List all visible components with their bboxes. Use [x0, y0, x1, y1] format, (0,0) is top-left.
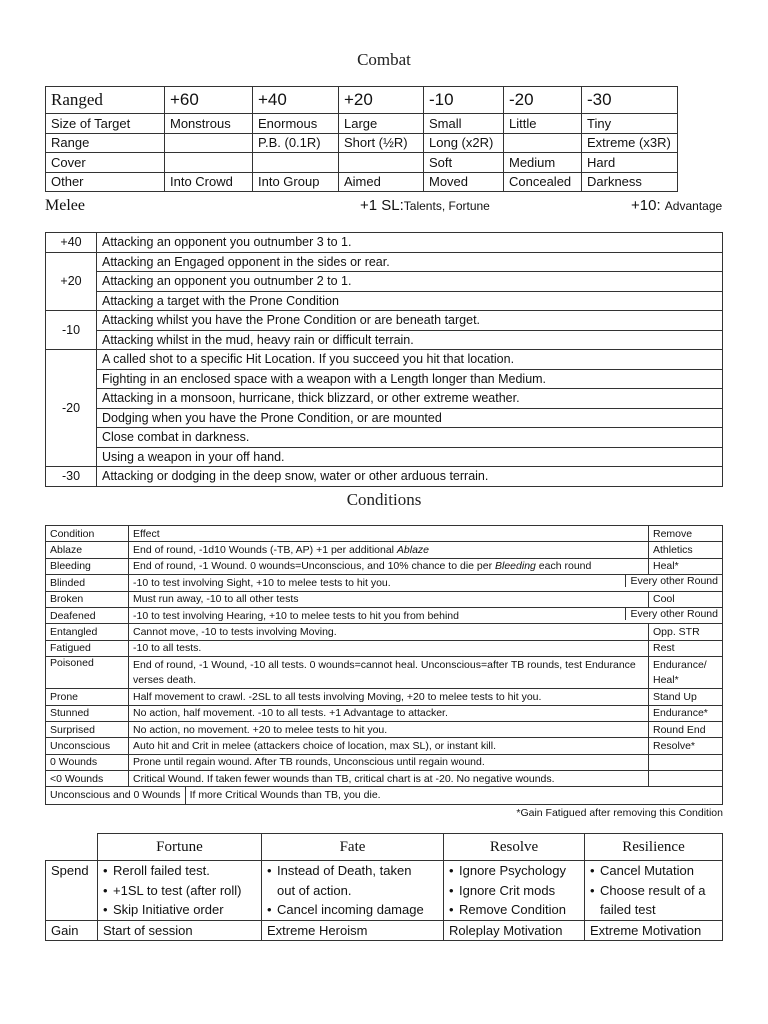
list-item: • Ignore Crit mods — [449, 881, 579, 901]
combat-title: Combat — [357, 50, 411, 69]
fate-spend — [262, 861, 444, 921]
conditions-footnote: *Gain Fatigued after removing this Condition — [516, 807, 723, 819]
ranged-label: Ranged — [46, 87, 165, 114]
condition-remove: Heal* — [649, 558, 723, 574]
condition-name: Fatigued — [46, 640, 129, 656]
condition-remove: Round End — [649, 721, 723, 737]
condition-effect: Critical Wound. If taken fewer wounds than TB, critical chart is at -20. No negative wounds. — [129, 771, 649, 787]
ranged-cell: Tiny — [582, 114, 678, 134]
ranged-mod: -30 — [582, 87, 678, 114]
condition-effect: Half movement to crawl. -2SL to all tests involving Moving, +20 to melee tests to hit you. — [129, 689, 649, 705]
ranged-cell — [504, 133, 582, 153]
condition-name: Blinded — [46, 575, 129, 591]
sl-bonus — [360, 197, 490, 214]
fate-gain: Extreme Heroism — [262, 920, 444, 940]
fate-header-fortune: Fortune — [98, 834, 262, 861]
condition-effect — [129, 607, 723, 623]
resolve-spend — [444, 861, 585, 921]
ranged-cell: Hard — [582, 153, 678, 173]
advantage-bonus-text: Advantage — [664, 199, 723, 213]
condition-last-row — [46, 787, 723, 804]
condition-remove: Opp. STR — [649, 624, 723, 640]
ranged-cell: Long (x2R) — [424, 133, 504, 153]
conditions-table — [45, 525, 723, 805]
condition-effect: Must run away, -10 to all other tests — [129, 591, 649, 607]
condition-remove: Every other Round — [625, 608, 722, 620]
conditions-header-effect: Effect — [129, 526, 649, 542]
fortune-spend — [98, 861, 262, 921]
condition-remove: Endurance/ Heal* — [649, 657, 723, 689]
melee-item: Attacking a target with the Prone Condition — [97, 291, 723, 311]
melee-mod: -20 — [46, 350, 97, 467]
condition-name: Unconscious — [46, 738, 129, 754]
ranged-cell: Darkness — [582, 172, 678, 192]
ranged-cell: Extreme (x3R) — [582, 133, 678, 153]
melee-label: Melee — [45, 197, 85, 214]
ranged-cell: Large — [339, 114, 424, 134]
ranged-cell: Soft — [424, 153, 504, 173]
condition-effect — [129, 542, 649, 558]
condition-effect-text: -10 to test involving Sight, +10 to melee tests to hit you. — [133, 576, 391, 589]
condition-effect: Prone until regain wound. After TB rounds, Unconscious until regain wound. — [129, 754, 649, 770]
ranged-cell — [165, 133, 253, 153]
melee-item: Attacking an opponent you outnumber 2 to 1. — [97, 272, 723, 292]
melee-mod: +40 — [46, 233, 97, 253]
resilience-spend — [585, 861, 723, 921]
condition-effect: No action, no movement. +20 to melee tests to hit you. — [129, 721, 649, 737]
condition-effect: Auto hit and Crit in melee (attackers choice of location, max SL), or instant kill. — [129, 738, 649, 754]
melee-item: Close combat in darkness. — [97, 428, 723, 448]
melee-item: Dodging when you have the Prone Condition, or are mounted — [97, 408, 723, 428]
list-item: • Cancel incoming damage — [267, 900, 438, 920]
list-item: • Ignore Psychology — [449, 861, 579, 881]
ranged-row-label: Range — [46, 133, 165, 153]
condition-remove — [649, 771, 723, 787]
condition-remove: Rest — [649, 640, 723, 656]
melee-mod: -30 — [46, 467, 97, 487]
gain-label: Gain — [46, 920, 98, 940]
condition-effect: If more Critical Wounds than TB, you die. — [189, 789, 381, 802]
melee-item: Using a weapon in your off hand. — [97, 447, 723, 467]
list-item: • Instead of Death, taken out of action. — [267, 861, 427, 900]
fortune-gain: Start of session — [98, 920, 262, 940]
melee-item: Attacking whilst you have the Prone Condition or are beneath target. — [97, 311, 723, 331]
ranged-cell: Medium — [504, 153, 582, 173]
melee-item: Attacking whilst in the mud, heavy rain or difficult terrain. — [97, 330, 723, 350]
fate-header-resolve: Resolve — [444, 834, 585, 861]
condition-name: 0 Wounds — [46, 754, 129, 770]
resilience-gain: Extreme Motivation — [585, 920, 723, 940]
condition-effect: Cannot move, -10 to tests involving Moving. — [129, 624, 649, 640]
ranged-mod: +60 — [165, 87, 253, 114]
condition-effect: -10 to all tests. — [129, 640, 649, 656]
condition-name: Poisoned — [46, 657, 129, 689]
ranged-cell: Concealed — [504, 172, 582, 192]
condition-remove: Athletics — [649, 542, 723, 558]
ranged-cell: Moved — [424, 172, 504, 192]
condition-name: Ablaze — [46, 542, 129, 558]
sl-bonus-text: Talents, Fortune — [403, 199, 490, 213]
ranged-cell: Little — [504, 114, 582, 134]
condition-effect: End of round, -1 Wound, -10 all tests. 0 wounds=cannot heal. Unconscious=after TB rounds, test Endurance verses death. — [129, 657, 649, 689]
ranged-cell: Monstrous — [165, 114, 253, 134]
ranged-cell: Into Crowd — [165, 172, 253, 192]
ranged-cell — [339, 153, 424, 173]
ranged-cell: P.B. (0.1R) — [253, 133, 339, 153]
advantage-bonus-value: +10: — [631, 197, 661, 214]
sl-bonus-value: +1 SL: — [360, 197, 404, 214]
conditions-title: Conditions — [346, 490, 422, 509]
resolve-gain: Roleplay Motivation — [444, 920, 585, 940]
melee-mod: +20 — [46, 252, 97, 311]
ranged-mod: +40 — [253, 87, 339, 114]
ranged-mod: -20 — [504, 87, 582, 114]
melee-mod: -10 — [46, 311, 97, 350]
melee-item: Fighting in an enclosed space with a weapon with a Length longer than Medium. — [97, 369, 723, 389]
ranged-mod: -10 — [424, 87, 504, 114]
melee-item: Attacking an opponent you outnumber 3 to 1. — [97, 233, 723, 253]
condition-remove — [649, 754, 723, 770]
ranged-cell: Short (½R) — [339, 133, 424, 153]
condition-effect-text: -10 to test involving Hearing, +10 to melee tests to hit you from behind — [133, 609, 459, 622]
condition-remove: Stand Up — [649, 689, 723, 705]
condition-effect-text: End of round, -1 Wound. 0 wounds=Unconscious, and 10% chance to die per — [133, 560, 495, 573]
condition-name: Unconscious and 0 Wounds — [46, 787, 186, 803]
ranged-cell: Enormous — [253, 114, 339, 134]
spend-label: Spend — [46, 861, 98, 921]
condition-effect-emphasis: Bleeding — [495, 560, 536, 573]
list-item: • Skip Initiative order — [103, 900, 256, 920]
condition-name: <0 Wounds — [46, 771, 129, 787]
list-item: • Reroll failed test. — [103, 861, 256, 881]
condition-effect-emphasis: Ablaze — [396, 544, 430, 557]
melee-modifiers-table — [45, 232, 723, 487]
list-item: • Remove Condition — [449, 900, 579, 920]
ranged-cell — [253, 153, 339, 173]
ranged-cell: Aimed — [339, 172, 424, 192]
condition-name: Entangled — [46, 624, 129, 640]
condition-effect — [129, 558, 649, 574]
condition-name: Deafened — [46, 607, 129, 623]
condition-effect-text: End of round, -1d10 Wounds (-TB, AP) +1 per additional — [133, 544, 397, 557]
condition-effect-text: each round — [535, 560, 592, 573]
condition-name: Bleeding — [46, 558, 129, 574]
condition-remove: Every other Round — [625, 575, 722, 587]
ranged-cell — [165, 153, 253, 173]
conditions-header-condition: Condition — [46, 526, 129, 542]
condition-name: Broken — [46, 591, 129, 607]
melee-item: Attacking an Engaged opponent in the sides or rear. — [97, 252, 723, 272]
fortune-fate-table — [45, 833, 723, 941]
melee-item: Attacking in a monsoon, hurricane, thick blizzard, or other extreme weather. — [97, 389, 723, 409]
list-item: • +1SL to test (after roll) — [103, 881, 256, 901]
ranged-row-label: Other — [46, 172, 165, 192]
list-item: • Choose result of a failed test — [590, 881, 715, 920]
ranged-row-label: Size of Target — [46, 114, 165, 134]
ranged-cell: Into Group — [253, 172, 339, 192]
condition-remove: Resolve* — [649, 738, 723, 754]
condition-name: Prone — [46, 689, 129, 705]
melee-summary-line — [45, 197, 725, 219]
condition-effect: No action, half movement. -10 to all tests. +1 Advantage to attacker. — [129, 705, 649, 721]
condition-name: Surprised — [46, 721, 129, 737]
condition-name: Stunned — [46, 705, 129, 721]
condition-remove: Endurance* — [649, 705, 723, 721]
ranged-row-label: Cover — [46, 153, 165, 173]
fate-header-fate: Fate — [262, 834, 444, 861]
advantage-bonus — [631, 197, 722, 214]
melee-item: A called shot to a specific Hit Location. If you succeed you hit that location. — [97, 350, 723, 370]
melee-item: Attacking or dodging in the deep snow, water or other arduous terrain. — [97, 467, 723, 487]
fate-header-resilience: Resilience — [585, 834, 723, 861]
condition-remove: Cool — [649, 591, 723, 607]
ranged-modifiers-table — [45, 86, 678, 192]
fate-table-corner — [46, 834, 98, 861]
ranged-cell: Small — [424, 114, 504, 134]
ranged-mod: +20 — [339, 87, 424, 114]
conditions-header-remove: Remove — [649, 526, 723, 542]
list-item: • Cancel Mutation — [590, 861, 717, 881]
condition-effect — [129, 575, 723, 591]
